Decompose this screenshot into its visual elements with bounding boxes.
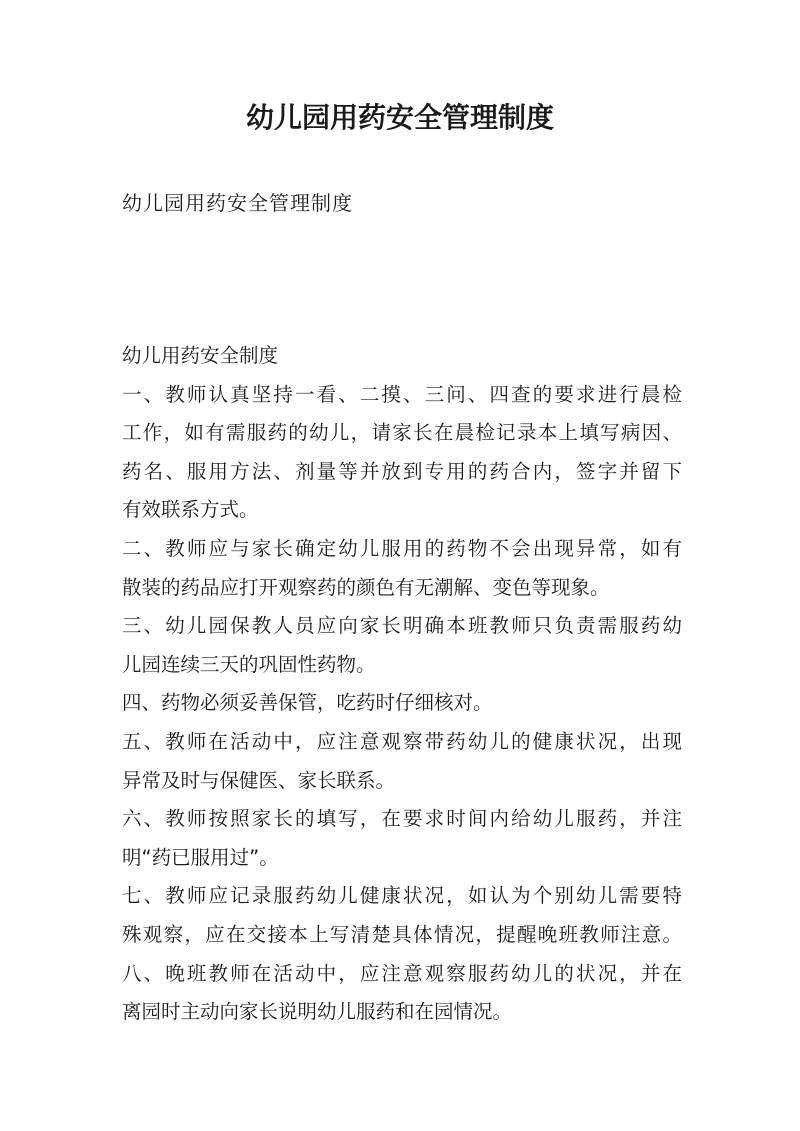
paragraph-line: 离园时主动向家长说明幼儿服药和在园情况。 xyxy=(122,1000,513,1024)
document-title: 幼儿园用药安全管理制度 xyxy=(245,101,554,134)
paragraph-line: 异常及时与保健医、家长联系。 xyxy=(122,768,396,792)
paragraph-line: 散装的药品应打开观察药的颜色有无潮解、变色等现象。 xyxy=(122,575,610,599)
paragraph-line: 殊观察，应在交接本上写清楚具体情况，提醒晚班教师注意。 xyxy=(122,922,682,946)
paragraph-line: 儿园连续三天的巩固性药物。 xyxy=(122,652,376,676)
paragraph-line: 八、晚班教师在活动中，应注意观察服药幼儿的状况，并在 xyxy=(122,961,682,985)
paragraph-line: 七、教师应记录服药幼儿健康状况，如认为个别幼儿需要特 xyxy=(122,884,682,908)
document-subtitle: 幼儿园用药安全管理制度 xyxy=(122,191,353,215)
paragraph-line: 二、教师应与家长确定幼儿服用的药物不会出现异常，如有 xyxy=(122,536,682,560)
paragraph-line: 明“药已服用过”。 xyxy=(122,845,279,869)
paragraph-line: 四、药物必须妥善保管，吃药时仔细核对。 xyxy=(122,691,493,715)
section-heading: 幼儿用药安全制度 xyxy=(122,344,279,367)
paragraph-line: 三、幼儿园保教人员应向家长明确本班教师只负责需服药幼 xyxy=(122,614,682,638)
paragraph-line: 药名、服用方法、剂量等并放到专用的药合内，签字并留下 xyxy=(122,459,682,483)
paragraph-line: 一、教师认真坚持一看、二摸、三问、四查的要求进行晨检 xyxy=(122,382,682,406)
paragraph-line: 有效联系方式。 xyxy=(122,498,259,522)
document-body xyxy=(122,340,682,1035)
paragraph-line: 六、教师按照家长的填写，在要求时间内给幼儿服药，并注 xyxy=(122,807,682,831)
paragraph-line: 工作，如有需服药的幼儿，请家长在晨检记录本上填写病因、 xyxy=(122,421,682,445)
paragraph-line: 五、教师在活动中，应注意观察带药幼儿的健康状况，出现 xyxy=(122,729,682,753)
